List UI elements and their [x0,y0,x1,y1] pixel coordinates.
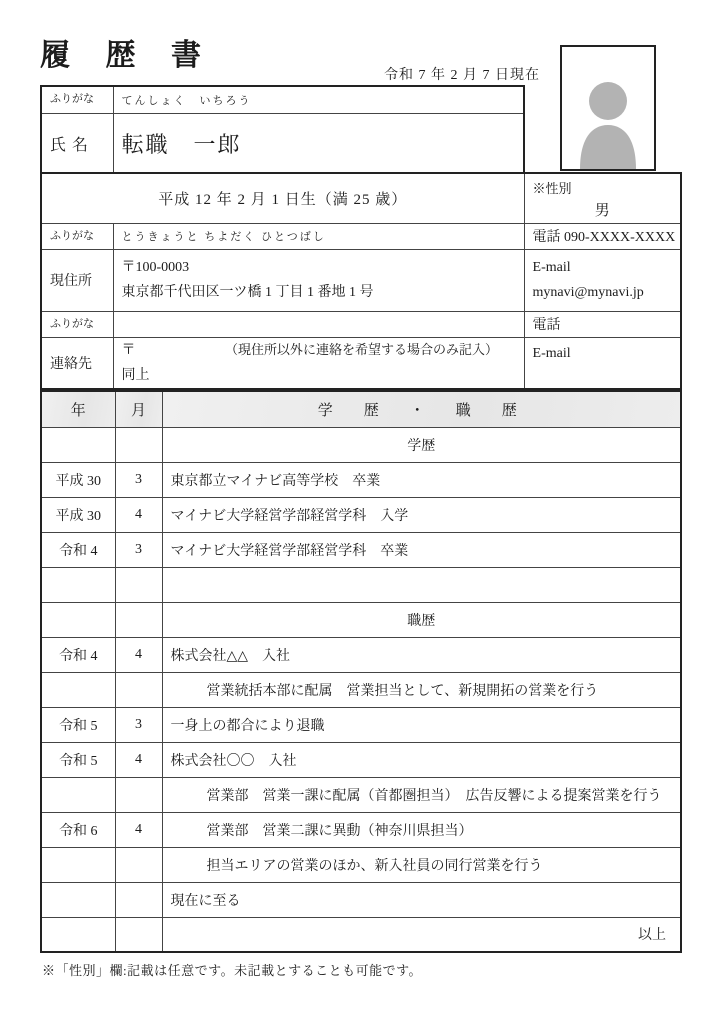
personal-info-table [40,172,682,390]
entry-cell: 東京都立マイナビ高等学校 卒業 [162,462,681,497]
current-date: 令和 7 年 2 月 7 日現在 [384,68,540,83]
gender-label: ※性別 [532,181,572,196]
month-cell [115,567,162,602]
table-row [41,462,681,497]
table-row [41,637,681,672]
year-cell [41,567,115,602]
year-cell [41,882,115,917]
year-cell: 令和 4 [41,532,115,567]
contact-label: 連絡先 [41,337,113,389]
table-row [41,847,681,882]
closing-cell: 以上 [162,917,681,952]
phone-value: 090-XXXX-XXXX [564,230,676,245]
address-label: 現住所 [41,249,113,311]
month-cell: 3 [115,462,162,497]
entry-cell [162,567,681,602]
month-cell: 3 [115,707,162,742]
table-row [41,532,681,567]
entry-cell: 株式会社△△ 入社 [162,637,681,672]
month-cell [115,777,162,812]
furigana-label: ふりがな [41,311,113,337]
contact-postal-mark: 〒 [121,342,136,358]
table-row [41,567,681,602]
year-cell: 令和 4 [41,637,115,672]
year-cell [41,602,115,637]
history-table [40,390,682,953]
email-value: mynavi@mynavi.jp [532,285,644,300]
month-cell: 4 [115,497,162,532]
year-cell: 令和 5 [41,742,115,777]
table-row [41,427,681,462]
entry-cell: 株式会社〇〇 入社 [162,742,681,777]
table-header-row [41,391,681,427]
address-value: 東京都千代田区一ツ橋 1 丁目 1 番地 1 号 [121,285,374,300]
table-row [41,113,524,173]
month-cell: 4 [115,742,162,777]
entry-cell: 一身上の都合により退職 [162,707,681,742]
month-cell: 3 [115,532,162,567]
gender-cell [524,173,681,223]
phone-cell [524,223,681,249]
postal-code: 〒100-0003 [121,259,190,275]
furigana-label: ふりがな [41,86,113,113]
email-cell [524,249,681,311]
entry-cell: マイナビ大学経営学部経営学科 卒業 [162,532,681,567]
gender-footnote: ※「性別」欄:記載は任意です。未記載とすることも可能です。 [42,963,423,978]
table-row [41,742,681,777]
year-cell [41,777,115,812]
section-label: 学歴 [162,427,681,462]
year-header: 年 [41,391,115,427]
id-photo-box [560,45,656,171]
year-cell [41,847,115,882]
section-label: 職歴 [162,602,681,637]
entry-cell: 営業部 営業二課に異動（神奈川県担当） [162,812,681,847]
contact-cell [113,337,524,389]
name-value: 転職 一郎 [113,113,524,173]
month-cell: 4 [115,812,162,847]
name-furigana: てんしょく いちろう [113,86,524,113]
name-table [40,85,525,173]
month-cell: 4 [115,637,162,672]
year-cell [41,917,115,952]
entry-cell: 営業統括本部に配属 営業担当として、新規開拓の営業を行う [162,672,681,707]
table-row [41,249,681,311]
table-row [41,917,681,952]
contact-email-label: E-mail [524,337,681,389]
table-row [41,223,681,249]
table-row [41,337,681,389]
contact-postal-line [122,338,516,363]
year-cell: 令和 6 [41,812,115,847]
name-label: 氏名 [41,113,113,173]
education-work-header: 学 歴 ・ 職 歴 [162,391,681,427]
entry-cell: マイナビ大学経営学部経営学科 入学 [162,497,681,532]
phone-label: 電話 [532,230,561,245]
table-row [41,602,681,637]
address-cell [113,249,524,311]
table-row [41,173,681,223]
document-header [40,38,540,86]
contact-note: （現住所以外に連絡を希望する場合のみ記入） [225,341,499,357]
year-cell [41,427,115,462]
entry-cell: 現在に至る [162,882,681,917]
table-row [41,777,681,812]
table-row [41,497,681,532]
email-label: E-mail [532,259,571,275]
month-cell [115,602,162,637]
person-silhouette-icon [571,77,645,169]
contact-value: 同上 [121,367,150,383]
month-cell [115,917,162,952]
birthdate-value: 平成 12 年 2 月 1 日生（満 25 歳） [41,173,524,223]
table-row [41,672,681,707]
year-cell: 平成 30 [41,497,115,532]
month-cell [115,672,162,707]
address-furigana: とうきょうと ちよだく ひとつばし [113,223,524,249]
month-cell [115,882,162,917]
entry-cell: 担当エリアの営業のほか、新入社員の同行営業を行う [162,847,681,882]
furigana-label: ふりがな [41,223,113,249]
entry-cell: 営業部 営業一課に配属（首都圏担当） 広告反響による提案営業を行う [162,777,681,812]
contact-furigana-cell [113,311,524,337]
table-row [41,707,681,742]
year-cell [41,672,115,707]
table-row [41,882,681,917]
month-cell [115,427,162,462]
year-cell: 令和 5 [41,707,115,742]
table-row [41,86,524,113]
month-cell [115,847,162,882]
page-title: 履 歴 書 [40,39,215,72]
month-header: 月 [115,391,162,427]
year-cell: 平成 30 [41,462,115,497]
table-row [41,812,681,847]
gender-value: 男 [594,203,610,219]
contact-phone-label: 電話 [524,311,681,337]
table-row [41,311,681,337]
